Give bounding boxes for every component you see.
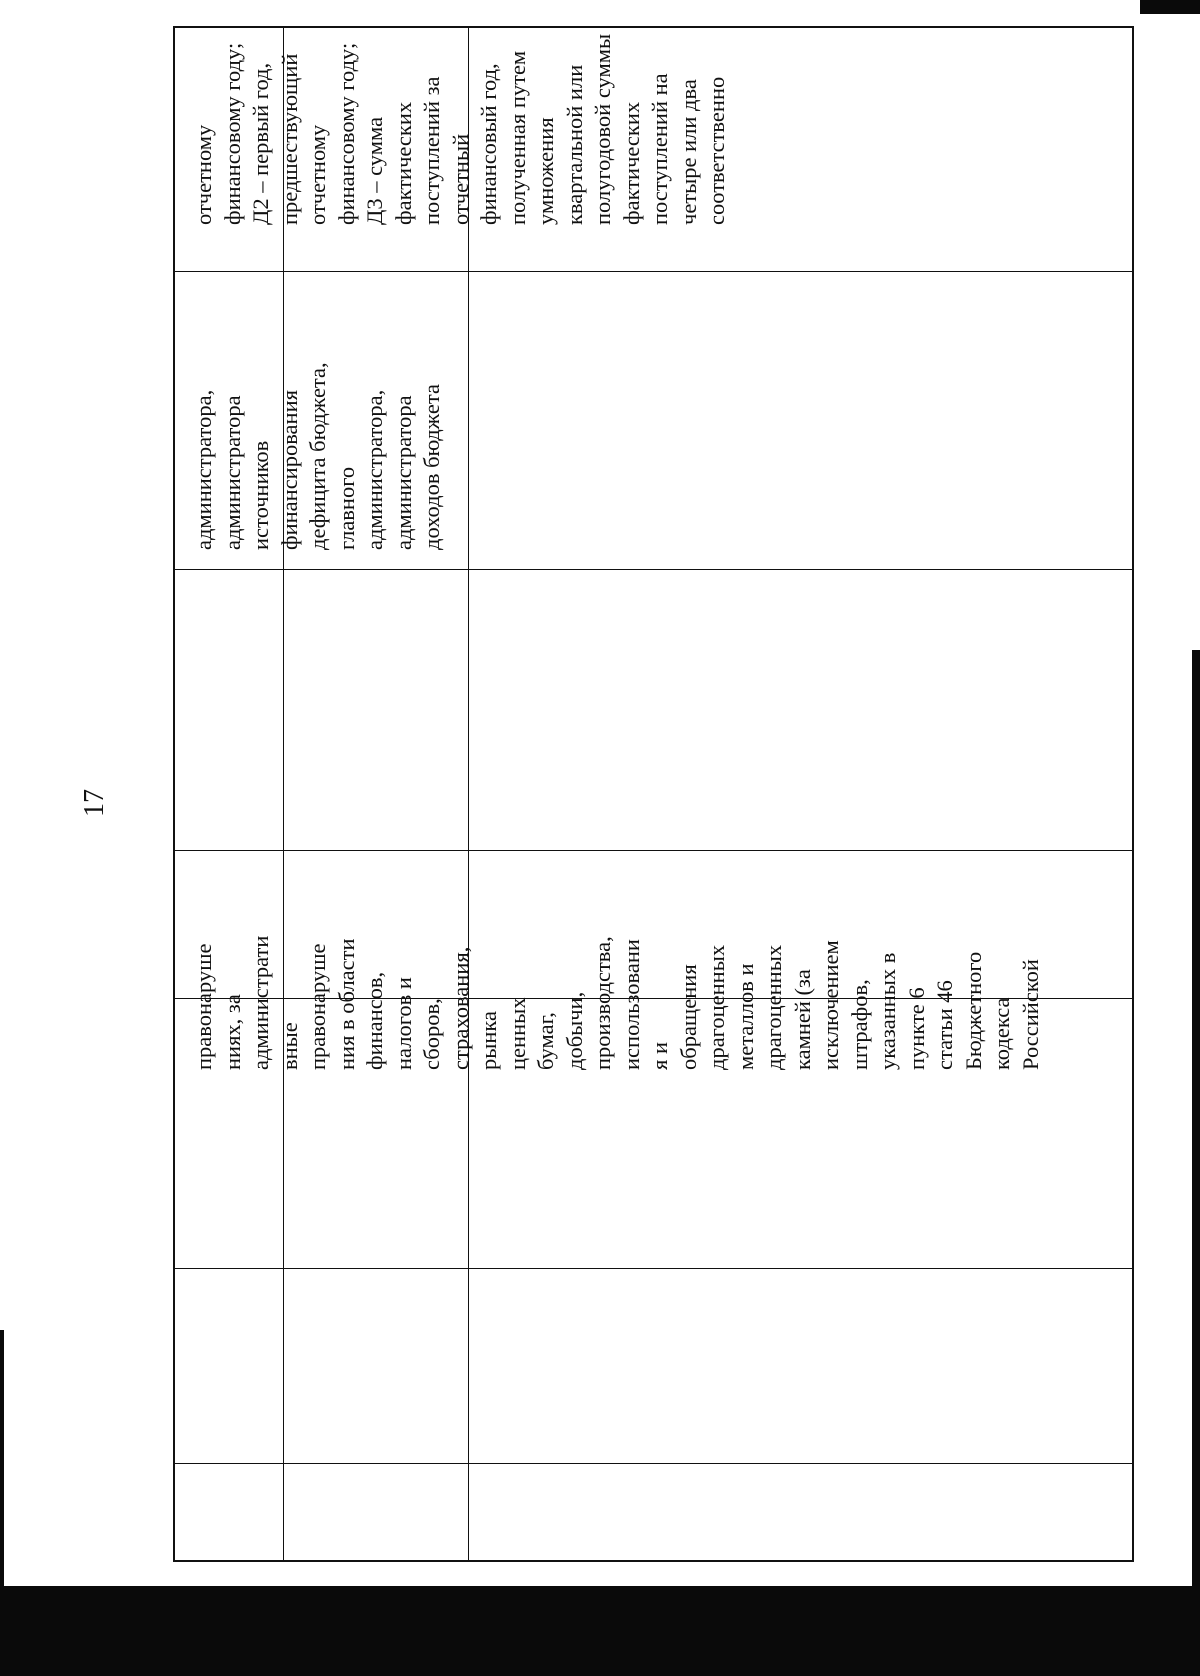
cell-line: поступлений на <box>647 73 672 225</box>
cell-line: ниях, за <box>219 994 245 1070</box>
cell-line: пункте 6 <box>903 987 929 1070</box>
cell-line: финансовому году; <box>219 42 245 225</box>
cell-line: производства, <box>590 936 615 1070</box>
cell-line: полугодовой суммы <box>590 33 615 225</box>
cell-line: фактических <box>390 101 416 225</box>
cell-line: исключением <box>818 940 843 1070</box>
row-divider <box>175 1463 1132 1464</box>
cell-line: обращения <box>675 964 701 1070</box>
cell-line: ценных <box>504 997 530 1070</box>
cell-line: финансовый год, <box>476 63 501 225</box>
scan-border-left <box>0 1330 4 1586</box>
cell-line: Д2 – первый год, <box>248 62 273 225</box>
cell-line: администратора <box>219 395 245 550</box>
row-divider <box>175 1268 1132 1269</box>
cell-line: Бюджетного <box>960 951 986 1070</box>
cell-line: фактических <box>618 101 644 225</box>
cell-line: отчетный <box>447 133 473 225</box>
cell-line: предшествующий <box>276 53 302 225</box>
cell-line: драгоценных <box>704 944 729 1070</box>
row-divider <box>175 569 1132 570</box>
cell-line: Д3 – сумма <box>362 116 387 225</box>
cell-line: администратора, <box>362 389 387 550</box>
row-divider <box>175 850 1132 851</box>
cell-administrator <box>190 362 447 550</box>
cell-administrative-offenses <box>190 936 1045 1070</box>
page-number: 17 <box>79 789 110 817</box>
cell-line: правонаруше <box>191 943 216 1070</box>
cell-line: металлов и <box>732 963 758 1070</box>
cell-line: финансов, <box>362 971 387 1070</box>
cell-line: правонаруше <box>305 943 330 1070</box>
column-divider <box>283 28 284 1560</box>
cell-line: кодекса <box>989 997 1014 1070</box>
cell-line: финансовому году; <box>333 42 359 225</box>
cell-line: доходов бюджета <box>419 384 444 550</box>
cell-formula-notes <box>190 34 732 225</box>
cell-line: использовани <box>618 939 644 1070</box>
scan-border-bottom <box>0 1586 1200 1676</box>
document-table <box>173 26 1134 1562</box>
row-divider <box>175 271 1132 272</box>
cell-line: статьи 46 <box>932 980 957 1070</box>
cell-line: полученная путем <box>504 50 530 225</box>
column-divider <box>468 28 469 1560</box>
scan-border-top-right <box>1140 0 1200 14</box>
cell-line: ния в области <box>333 938 359 1070</box>
cell-line: указанных в <box>875 952 900 1070</box>
cell-line: главного <box>333 466 359 550</box>
cell-line: налогов и <box>390 977 416 1070</box>
cell-line: администратора, <box>191 389 216 550</box>
cell-line: рынка <box>476 1011 501 1070</box>
cell-line: соответственно <box>704 76 729 225</box>
cell-line: сборов, <box>419 998 444 1070</box>
cell-line: штрафов, <box>846 979 872 1070</box>
cell-line: отчетному <box>305 124 330 225</box>
cell-line: администратора <box>390 395 416 550</box>
cell-line: я и <box>647 1041 672 1070</box>
cell-line: поступлений за <box>419 76 444 225</box>
cell-line: дефицита бюджета, <box>305 362 330 550</box>
cell-line: добычи, <box>561 991 587 1070</box>
cell-line: администрати <box>248 935 273 1070</box>
cell-line: квартальной или <box>561 64 587 225</box>
cell-line: источников <box>248 440 273 550</box>
cell-line: камней (за <box>789 969 815 1070</box>
cell-line: бумаг, <box>533 1012 558 1070</box>
cell-line: отчетному <box>191 124 216 225</box>
cell-line: умножения <box>533 117 558 225</box>
scan-border-right <box>1192 650 1200 1586</box>
cell-line: четыре или два <box>675 79 701 225</box>
cell-line: страхования, <box>447 946 473 1070</box>
cell-line: финансирования <box>276 390 302 550</box>
cell-line: вные <box>276 1022 302 1070</box>
cell-line: драгоценных <box>761 944 786 1070</box>
cell-line: Российской <box>1017 959 1043 1070</box>
